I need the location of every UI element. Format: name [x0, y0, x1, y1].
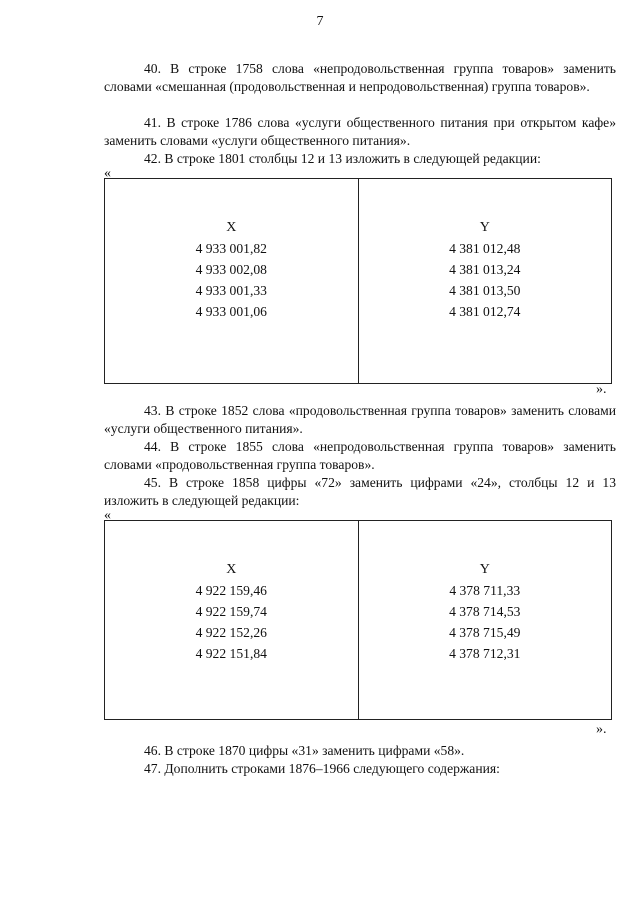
y-column-header: Y [479, 562, 490, 577]
y-value: 4 381 012,74 [449, 304, 521, 319]
x-value: 4 922 151,84 [195, 646, 267, 661]
y-value: 4 381 013,24 [449, 262, 521, 277]
x-column [105, 179, 359, 383]
y-value: 4 381 013,50 [449, 283, 521, 298]
coordinates-table [104, 178, 612, 384]
paragraph-46: 46. В строке 1870 цифры «31» заменить цифрами «58». [144, 743, 465, 758]
x-value: 4 933 001,82 [195, 241, 267, 256]
y-value: 4 378 715,49 [449, 625, 521, 640]
x-value: 4 933 002,08 [195, 262, 267, 277]
y-value: 4 378 714,53 [449, 604, 521, 619]
x-column-header: X [226, 562, 237, 577]
opening-quote: « [104, 508, 111, 523]
paragraph-45: 45. В строке 1858 цифры «72» заменить цифрами «24», столбцы 12 и 13 изложить в следующей редакции: [104, 475, 616, 508]
opening-quote: « [104, 166, 111, 181]
closing-quote: ». [596, 722, 607, 737]
page-number: 7 [316, 14, 324, 29]
y-value: 4 381 012,48 [449, 241, 521, 256]
paragraph-44: 44. В строке 1855 слова «непродовольственная группа товаров» заменить словами «продовольственная группа товаров». [104, 439, 616, 472]
x-column [105, 521, 359, 719]
x-column-header: X [226, 220, 237, 235]
paragraph-40: 40. В строке 1758 слова «непродовольственная группа товаров» заменить словами «смешанная (продовольственная и непродовольственная) группа товаров». [104, 61, 616, 94]
y-column [359, 521, 612, 719]
closing-quote: ». [596, 382, 607, 397]
y-value: 4 378 711,33 [449, 583, 521, 598]
x-value: 4 933 001,33 [195, 283, 267, 298]
y-column-header: Y [479, 220, 490, 235]
paragraph-47: 47. Дополнить строками 1876–1966 следующего содержания: [144, 761, 500, 776]
y-value: 4 378 712,31 [449, 646, 521, 661]
y-column [359, 179, 612, 383]
paragraph-41: 41. В строке 1786 слова «услуги общественного питания при открытом кафе» заменить словами «услуги общественного питания». [104, 115, 616, 148]
coordinates-table [104, 520, 612, 720]
x-value: 4 933 001,06 [195, 304, 267, 319]
paragraph-43: 43. В строке 1852 слова «продовольственная группа товаров» заменить словами «услуги общественного питания». [104, 403, 616, 436]
x-value: 4 922 159,46 [195, 583, 267, 598]
paragraph-42: 42. В строке 1801 столбцы 12 и 13 изложить в следующей редакции: [144, 151, 541, 166]
x-value: 4 922 159,74 [195, 604, 267, 619]
x-value: 4 922 152,26 [195, 625, 267, 640]
